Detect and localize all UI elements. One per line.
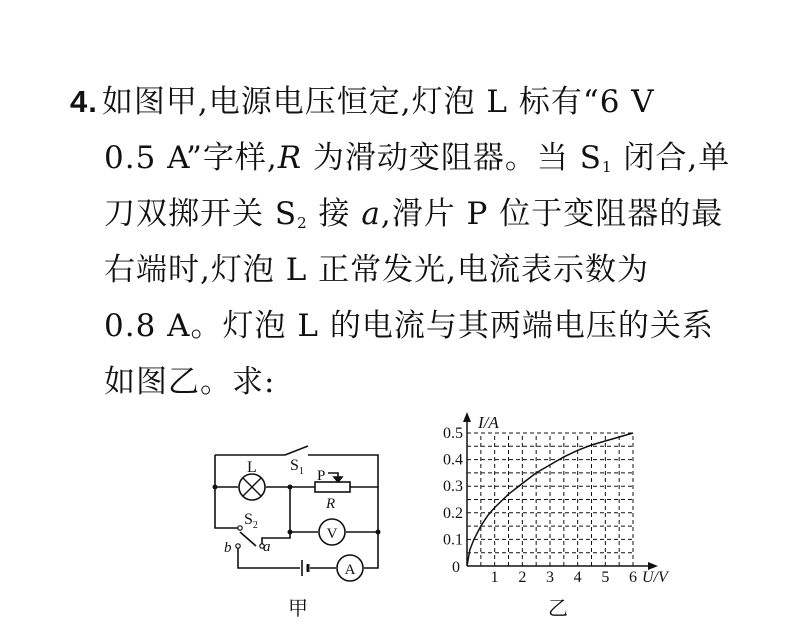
y-tick-label: 0.3: [443, 478, 463, 496]
circuit-caption: 甲: [288, 596, 308, 620]
label-p: P: [317, 468, 326, 484]
ammeter: [337, 555, 363, 581]
y-tick-label: 0.4: [443, 451, 463, 469]
x-tick-label: 3: [546, 569, 554, 586]
problem-text: [70, 74, 760, 410]
voltmeter: [319, 519, 345, 545]
iu-graph: [430, 410, 700, 590]
label-l: L: [247, 459, 257, 476]
label-b: b: [224, 540, 232, 556]
circuit-diagram: [200, 440, 400, 590]
label-r: R: [326, 496, 336, 512]
y-tick-label: 0.5: [443, 425, 463, 442]
x-tick-label: 5: [601, 569, 610, 586]
switch-s1: [285, 446, 308, 455]
label-s1: $S_1$: [290, 457, 304, 477]
svg-text:A: A: [344, 562, 356, 578]
x-tick-label: 1: [490, 569, 499, 586]
problem-line-1: 4. 如图甲,电源电压恒定,灯泡 L 标有“6 V: [70, 84, 655, 120]
svg-text:V: V: [326, 526, 338, 542]
problem-line-3: 刀双掷开关 $S_2$ 接 a,滑片 P 位于变阻器的最: [104, 196, 724, 232]
x-tick-label: 4: [573, 569, 582, 586]
x-tick-label: 2: [518, 569, 527, 586]
origin-label: 0: [452, 559, 460, 576]
problem-line-6: 如图乙。求:: [104, 364, 276, 400]
x-tick-label: 6: [629, 569, 637, 586]
x-axis-label: U/V: [642, 569, 668, 586]
graph-caption: 乙: [548, 596, 568, 620]
y-tick-label: 0.1: [443, 531, 463, 549]
lamp-l: [239, 474, 265, 500]
y-tick-label: 0.2: [443, 504, 463, 522]
problem-line-4: 右端时,灯泡 L 正常发光,电流表示数为: [104, 252, 650, 288]
problem-line-2: 0.5 A”字样,R 为滑动变阻器。当 $S_1$ 闭合,单: [104, 140, 731, 176]
problem-line-5: 0.8 A。灯泡 L 的电流与其两端电压的关系: [104, 308, 714, 344]
label-s2: $S_2$: [244, 511, 258, 531]
y-axis-label: I/A: [478, 413, 499, 432]
problem-number: 4.: [70, 84, 98, 119]
label-a: a: [263, 539, 271, 555]
